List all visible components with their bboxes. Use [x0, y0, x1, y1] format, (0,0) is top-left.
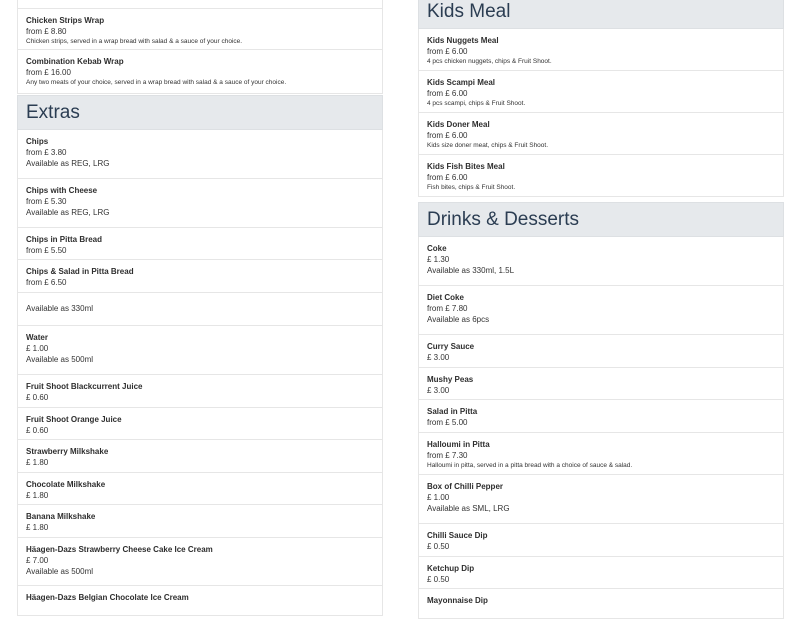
menu-item[interactable]	[17, 505, 383, 538]
menu-item-name: Chips with Cheese	[26, 186, 98, 195]
menu-item-name: Kids Doner Meal	[427, 120, 490, 129]
right-menu-column	[418, 0, 784, 619]
menu-item[interactable]	[17, 586, 383, 616]
menu-item-availability: Available as REG, LRG	[26, 208, 110, 217]
menu-item-name: Fruit Shoot Orange Juice	[26, 415, 122, 424]
menu-item[interactable]	[17, 293, 383, 326]
menu-item[interactable]	[17, 130, 383, 179]
menu-item-price: £ 0.60	[26, 393, 49, 402]
menu-item-name: Chips in Pitta Bread	[26, 235, 103, 244]
menu-item-price: from £ 6.00	[427, 131, 468, 140]
menu-item-price: £ 7.00	[26, 556, 49, 565]
menu-item[interactable]	[418, 589, 784, 619]
menu-item-description: Any two meats of your choice, served in a wrap bread with salad & a sauce of your choice.	[26, 79, 287, 86]
menu-item[interactable]	[17, 179, 383, 228]
menu-item-name: Ketchup Dip	[427, 564, 475, 573]
menu-item[interactable]	[17, 50, 383, 94]
menu-item-price: from £ 5.00	[427, 418, 468, 427]
menu-item-name: Mushy Peas	[427, 375, 474, 384]
menu-item[interactable]	[17, 408, 383, 440]
menu-item-availability: Available as 330ml	[26, 304, 94, 313]
menu-item[interactable]	[418, 286, 784, 335]
menu-item-price: £ 3.00	[427, 353, 450, 362]
menu-item-name: Mayonnaise Dip	[427, 596, 488, 605]
section-header-drinks-desserts	[418, 202, 784, 237]
menu-item-price: £ 0.50	[427, 542, 450, 551]
menu-item-availability: Available as 6pcs	[427, 315, 490, 324]
section-header-kids-meal	[418, 0, 784, 29]
menu-item-name: Salad in Pitta	[427, 407, 478, 416]
menu-item[interactable]	[17, 326, 383, 375]
menu-item-description: 4 pcs chicken nuggets, chips & Fruit Shoot.	[427, 58, 552, 65]
menu-item[interactable]	[418, 433, 784, 475]
menu-item-availability: Available as 500ml	[26, 355, 94, 364]
menu-item-name: Combination Kebab Wrap	[26, 57, 124, 66]
menu-item[interactable]	[17, 538, 383, 586]
menu-item-name: Box of Chilli Pepper	[427, 482, 504, 491]
menu-item[interactable]	[418, 29, 784, 71]
menu-item[interactable]	[418, 237, 784, 286]
menu-item-price: £ 0.60	[26, 426, 49, 435]
menu-item-description: Kids size doner meat, chips & Fruit Shoot.	[427, 142, 549, 149]
menu-item-name: Coke	[427, 244, 447, 253]
section-title: Drinks & Desserts	[427, 208, 580, 230]
menu-item-availability: Available as SML, LRG	[427, 504, 510, 513]
menu-item-price: from £ 7.30	[427, 451, 468, 460]
menu-item-name: Chocolate Milkshake	[26, 480, 106, 489]
menu-item-name: Häagen-Dazs Belgian Chocolate Ice Cream	[26, 593, 189, 602]
menu-item-price: £ 1.80	[26, 523, 49, 532]
menu-item-price: £ 3.00	[427, 386, 450, 395]
menu-item[interactable]	[418, 71, 784, 113]
menu-item[interactable]	[418, 524, 784, 557]
menu-item[interactable]	[418, 475, 784, 524]
menu-item-description: Halloumi in pitta, served in a pitta bread with a choice of sauce & salad.	[427, 462, 633, 469]
left-menu-column	[17, 0, 383, 616]
menu-item-price: from £ 16.00	[26, 68, 71, 77]
menu-item-name: Chilli Sauce Dip	[427, 531, 488, 540]
menu-item-price: £ 1.00	[427, 493, 450, 502]
menu-item-name: Häagen-Dazs Strawberry Cheese Cake Ice Cream	[26, 545, 213, 554]
menu-item-price: £ 1.80	[26, 491, 49, 500]
section-title: Kids Meal	[427, 1, 511, 22]
menu-item-name: Kids Nuggets Meal	[427, 36, 499, 45]
menu-item[interactable]	[17, 375, 383, 408]
menu-item[interactable]	[418, 155, 784, 197]
menu-item-availability: Available as REG, LRG	[26, 159, 110, 168]
menu-item[interactable]	[418, 335, 784, 368]
menu-item-price: £ 0.50	[427, 575, 450, 584]
menu-item-price: from £ 5.30	[26, 197, 67, 206]
menu-item-price: from £ 6.00	[427, 173, 468, 182]
menu-item-name: Chips	[26, 137, 49, 146]
menu-item[interactable]	[418, 368, 784, 400]
menu-item-description	[26, 0, 374, 2]
menu-item[interactable]	[17, 9, 383, 50]
menu-item-description: 4 pcs scampi, chips & Fruit Shoot.	[427, 100, 526, 107]
menu-item-description: Fish bites, chips & Fruit Shoot.	[427, 184, 516, 191]
menu-item-name: Kids Scampi Meal	[427, 78, 496, 87]
menu-item-name: Strawberry Milkshake	[26, 447, 109, 456]
menu-item-availability: Available as 500ml	[26, 567, 94, 576]
menu-item-name: Chicken Strips Wrap	[26, 16, 105, 25]
menu-item[interactable]	[17, 228, 383, 260]
menu-item-price: from £ 6.00	[427, 47, 468, 56]
menu-item-price: £ 1.00	[26, 344, 49, 353]
menu-item-name: Fruit Shoot Blackcurrent Juice	[26, 382, 143, 391]
menu-item-availability: Available as 330ml, 1.5L	[427, 266, 515, 275]
menu-item[interactable]	[418, 557, 784, 589]
section-header-extras	[17, 95, 383, 130]
menu-item[interactable]	[418, 113, 784, 155]
menu-item-price: from £ 5.50	[26, 246, 67, 255]
menu-item[interactable]	[418, 400, 784, 433]
section-title: Extras	[26, 101, 80, 123]
menu-item-price: from £ 8.80	[26, 27, 67, 36]
menu-item-price: from £ 3.80	[26, 148, 67, 157]
menu-item[interactable]	[17, 0, 383, 9]
menu-item-name: Diet Coke	[427, 293, 464, 302]
menu-item[interactable]	[17, 440, 383, 473]
menu-item-name: Halloumi in Pitta	[427, 440, 490, 449]
menu-item-description: Chicken strips, served in a wrap bread with salad & a sauce of your choice.	[26, 38, 243, 45]
menu-item[interactable]	[17, 260, 383, 293]
menu-item[interactable]	[17, 473, 383, 505]
menu-item-price: from £ 7.80	[427, 304, 468, 313]
menu-item-name: Curry Sauce	[427, 342, 475, 351]
menu-item-price: £ 1.80	[26, 458, 49, 467]
menu-item-name: Chips & Salad in Pitta Bread	[26, 267, 134, 276]
menu-item-name: Water	[26, 333, 48, 342]
menu-item-name: Banana Milkshake	[26, 512, 96, 521]
menu-item-price: £ 1.30	[427, 255, 450, 264]
menu-item-price: from £ 6.00	[427, 89, 468, 98]
menu-item-name: Kids Fish Bites Meal	[427, 162, 505, 171]
menu-item-price: from £ 6.50	[26, 278, 67, 287]
